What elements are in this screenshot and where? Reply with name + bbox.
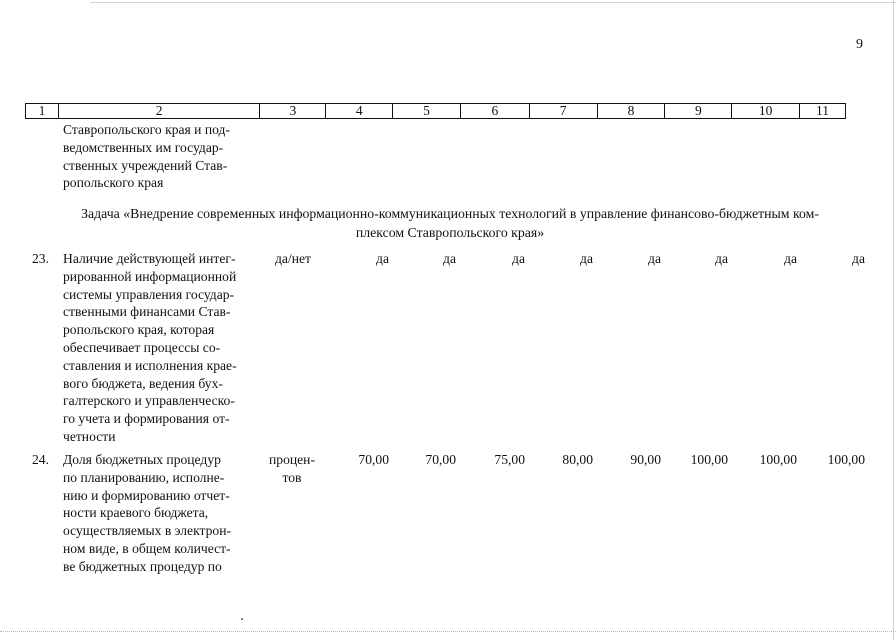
task-heading-line: плексом Ставропольского края» xyxy=(355,225,545,240)
page-number: 9 xyxy=(856,37,863,52)
row-24-number: 24. xyxy=(32,452,49,467)
description-line: го учета и формирования от- xyxy=(63,411,230,427)
unit-line: процен- xyxy=(269,452,315,467)
description-line: осуществляемых в электрон- xyxy=(63,523,231,539)
row-24-description xyxy=(63,451,253,576)
description-line: ности краевого бюджета, xyxy=(63,505,209,521)
description-line: рированной информационной xyxy=(63,268,237,284)
row-23-value-col9: да xyxy=(715,251,728,266)
continuation-line: ственных учреждений Став- xyxy=(63,157,228,173)
row-24-value-col5: 70,00 xyxy=(425,452,456,467)
row-23-value-col7: да xyxy=(580,251,593,266)
row-23-value-col8: да xyxy=(648,251,661,266)
continuation-line: Ставропольского края и под- xyxy=(63,122,230,137)
header-col-9: 9 xyxy=(665,104,732,118)
column-number-header xyxy=(25,103,846,119)
header-col-7: 7 xyxy=(530,104,598,118)
description-line: по планированию, исполне- xyxy=(63,469,225,485)
scan-top-edge xyxy=(90,2,896,3)
unit-line: да/нет xyxy=(275,251,311,266)
header-col-5: 5 xyxy=(393,104,461,118)
task-heading xyxy=(30,204,870,242)
header-col-8: 8 xyxy=(598,104,666,118)
row-23-value-col10: да xyxy=(784,251,797,266)
row-23-number: 23. xyxy=(32,251,49,266)
row-24-value-col8: 90,00 xyxy=(630,452,661,467)
row-23-unit xyxy=(263,250,323,268)
description-line: вого бюджета, ведения бух- xyxy=(63,375,223,391)
description-line: четности xyxy=(63,428,116,444)
description-line: ственными финансами Став- xyxy=(63,304,231,320)
description-line: нию и формированию отчет- xyxy=(63,487,230,503)
row-24-value-col10: 100,00 xyxy=(759,452,797,467)
task-heading-line: Задача «Внедрение современных информационно-коммуникационных технологий в управление финансово-бюджетным ком- xyxy=(81,206,819,221)
row-24-value-col7: 80,00 xyxy=(562,452,593,467)
continuation-line: ведомственных им государ- xyxy=(63,139,224,155)
header-col-6: 6 xyxy=(461,104,530,118)
description-line: ставления и исполнения крае- xyxy=(63,357,237,373)
description-line: ном виде, в общем количест- xyxy=(63,540,231,556)
row-23-value-col6: да xyxy=(512,251,525,266)
header-col-10: 10 xyxy=(732,104,800,118)
description-line: ве бюджетных процедур по xyxy=(63,558,222,574)
row-23-value-col5: да xyxy=(443,251,456,266)
row-23-value-col11: да xyxy=(852,251,865,266)
row-23-description xyxy=(63,250,253,446)
header-col-3: 3 xyxy=(260,104,326,118)
description-line: Доля бюджетных процедур xyxy=(63,452,221,467)
row-24-value-col9: 100,00 xyxy=(690,452,728,467)
description-line: галтерского и управленческо- xyxy=(63,393,235,409)
scan-right-edge xyxy=(893,0,894,640)
row-24-value-col11: 100,00 xyxy=(827,452,865,467)
scan-bottom-edge xyxy=(0,631,896,632)
row-24-value-col4: 70,00 xyxy=(358,452,389,467)
continuation-line: ропольского края xyxy=(63,175,164,191)
row-23-value-col4: да xyxy=(376,251,389,266)
continuation-description xyxy=(63,121,253,192)
unit-line: тов xyxy=(282,469,302,485)
header-col-1: 1 xyxy=(26,104,59,118)
header-col-2: 2 xyxy=(59,104,261,118)
description-line: ропольского края, которая xyxy=(63,322,215,338)
row-24-unit xyxy=(262,451,322,487)
scan-speck xyxy=(241,618,243,620)
row-24-value-col6: 75,00 xyxy=(494,452,525,467)
header-col-11: 11 xyxy=(816,103,830,118)
description-line: обеспечивает процессы со- xyxy=(63,339,221,355)
description-line: Наличие действующей интег- xyxy=(63,251,236,266)
description-line: системы управления государ- xyxy=(63,286,235,302)
header-col-4: 4 xyxy=(326,104,393,118)
